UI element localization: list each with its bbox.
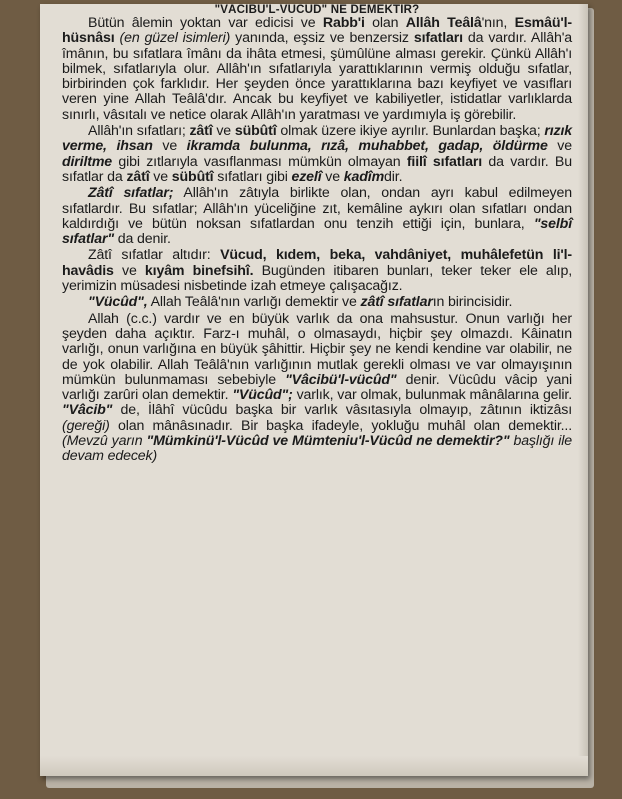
paragraph-existence: [62, 312, 572, 465]
calendar-page: [40, 4, 588, 776]
page-right-edge: [578, 4, 588, 776]
text-run: ve: [149, 168, 172, 185]
text-run: ikramda bulunma, rızâ, muhabbet, gadap, öldürme: [186, 138, 548, 155]
text-run: Rabb'i: [322, 15, 365, 31]
text-run: kıyâm binefsihî.: [144, 262, 254, 279]
text-run: sıfatları gibi: [213, 168, 292, 185]
text-run: (en güzel isimleri): [114, 30, 231, 47]
text-run: "Vücûd",: [88, 294, 148, 311]
text-run: denir. Vücûdu vâcip yani varlığı zarûri olan demektir.: [62, 371, 572, 404]
text-run: (gereği): [62, 417, 110, 434]
text-run: sübûtî: [171, 168, 214, 185]
text-run: Bütün âlemin yoktan var edicisi ve: [88, 15, 323, 31]
text-run: "Vâcib": [62, 402, 113, 419]
text-run: dir.: [384, 168, 403, 185]
paragraph-attribute-types: [62, 124, 572, 185]
text-run: ezelî: [291, 168, 322, 185]
text-run: ve: [547, 138, 572, 155]
text-run: "Mümkinü'l-Vücûd ve Mümteniu'l-Vücûd ne demektir?": [146, 433, 510, 450]
text-run: başlığı ile devam edecek): [62, 433, 572, 465]
text-run: Vücud, kıdem, beka, vahdâniyet, muhâlefetün li'l-havâdis: [62, 247, 572, 279]
text-run: de, İlâhî vücûdu başka bir varlık vâsıtasıyla olmayıp, zâtının iktizâsı: [112, 402, 572, 419]
text-run: "Vücûd";: [232, 387, 293, 404]
text-run: Allâh Teâlâ: [405, 15, 482, 31]
text-run: (Mevzû yarın: [62, 433, 147, 450]
text-run: kadîm: [343, 168, 385, 185]
paragraph-zati-list: [62, 248, 572, 294]
text-run: yanında, eşsiz ve benzersiz: [230, 30, 414, 47]
text-run: 'nın,: [481, 15, 515, 31]
text-run: olan mânâsınadır. Bir başka ifadeyle, yokluğu muhâl olan demektir...: [109, 417, 572, 434]
text-run: rızık verme, ihsan: [62, 123, 572, 155]
text-run: zâtî sıfatlar: [360, 294, 433, 311]
paragraph-vucud-definition: [62, 295, 572, 310]
text-run: zâtî: [126, 168, 150, 185]
text-run: da vardır. Bu sıfatlar da: [62, 153, 572, 185]
text-run: ve: [152, 138, 187, 155]
text-run: olan: [364, 15, 406, 31]
text-run: Allah Teâlâ'nın varlığı demektir ve: [147, 294, 361, 311]
page-bottom-edge: [40, 756, 588, 776]
text-run: gibi zıtlarıyla vasıflanması mümkün olmayan: [112, 153, 407, 170]
text-run: Allah (c.c.) vardır ve en büyük varlık da ona mahsustur. Onun varlığı her şeyden daha açıktır. Farz-ı muhâl, o olmasaydı, hiçbir şey olmazdı. Kâinatın varlığı, onun varlığına en büyük şâhittir. Hiçbir şey ne kendi kendine var olabilir, ne de yok olabilir. Allah Teâlâ'nın varlığının mutlak gerekli olması ve var olmayışının mümkün bulunmaması sebebiyle: [62, 310, 572, 388]
text-run: ın birincisidir.: [432, 294, 513, 311]
text-run: sübûtî: [234, 123, 277, 140]
text-run: Zâtî sıfatlar;: [88, 185, 174, 202]
text-run: zâtî: [189, 123, 213, 140]
text-run: olmak üzere ikiye ayrılır. Bunlardan başka;: [276, 123, 545, 140]
text-run: da denir.: [113, 231, 171, 248]
text-run: Allâh'ın zâtıyla birlikte olan, ondan ayrı kabul edilmeyen sıfatlardır. Bu sıfatlar; Allâh'ın yüceliğine zıt, kemâline aykırı olan sıfatları ondan kaldırdığı ve bütün noksan sıfatlardan onu tenzih ettiği için, bunlara,: [62, 185, 572, 232]
text-run: varlık, var olmak, bulunmak mânâlarına gelir.: [292, 387, 573, 404]
text-run: Bugünden itibaren bunları, teker teker ele alıp, yerimizin müsadesi nisbetinde izah etmeye çalışacağız.: [62, 262, 572, 295]
text-run: "Vâcibü'l-vücûd": [285, 371, 397, 388]
text-run: fiilî sıfatları: [406, 153, 483, 170]
paragraph-zati-definition: [62, 186, 572, 247]
text-run: "selbî sıfatlar": [62, 215, 572, 248]
text-run: sıfatları: [413, 30, 463, 47]
text-run: Zâtî sıfatlar altıdır:: [88, 247, 221, 264]
article-title: "VÂCİBÜ'L-VÜCÛD" NE DEMEKTİR?: [214, 4, 420, 16]
text-run: Esmâü'l-hüsnâsı: [62, 15, 572, 47]
text-run: ve: [113, 262, 145, 279]
paragraph-intro: [62, 16, 572, 123]
text-run: ve: [321, 168, 344, 185]
article-body: [62, 4, 572, 465]
text-run: diriltme: [62, 153, 113, 170]
text-run: da vardır. Allâh'a îmânın, bu sıfatlara îmânı da ihâta etmesi, şümûlüne alması gerekir. Çünkü Allâh'ı bilmek, sıfatlarıyla olur. Allâh'ın sıfatlarıyla yarattıklarının vermiş olduğu sıfatlar, birbirinden çok farklıdır. Her şeyden önce yarattıklarına bazı keyfiyet ve vasıfları veren yine Allah Teâlâ'dır. Ancak bu keyfiyet ve kabiliyetler, istidatlar varlıklarda sınırlı, vâsıtalı ve netice olarak Allâh'ın yaratması ve yardımıyla iş görebilir.: [62, 30, 572, 123]
text-run: ve: [212, 123, 235, 140]
text-run: Allâh'ın sıfatları;: [88, 123, 190, 140]
